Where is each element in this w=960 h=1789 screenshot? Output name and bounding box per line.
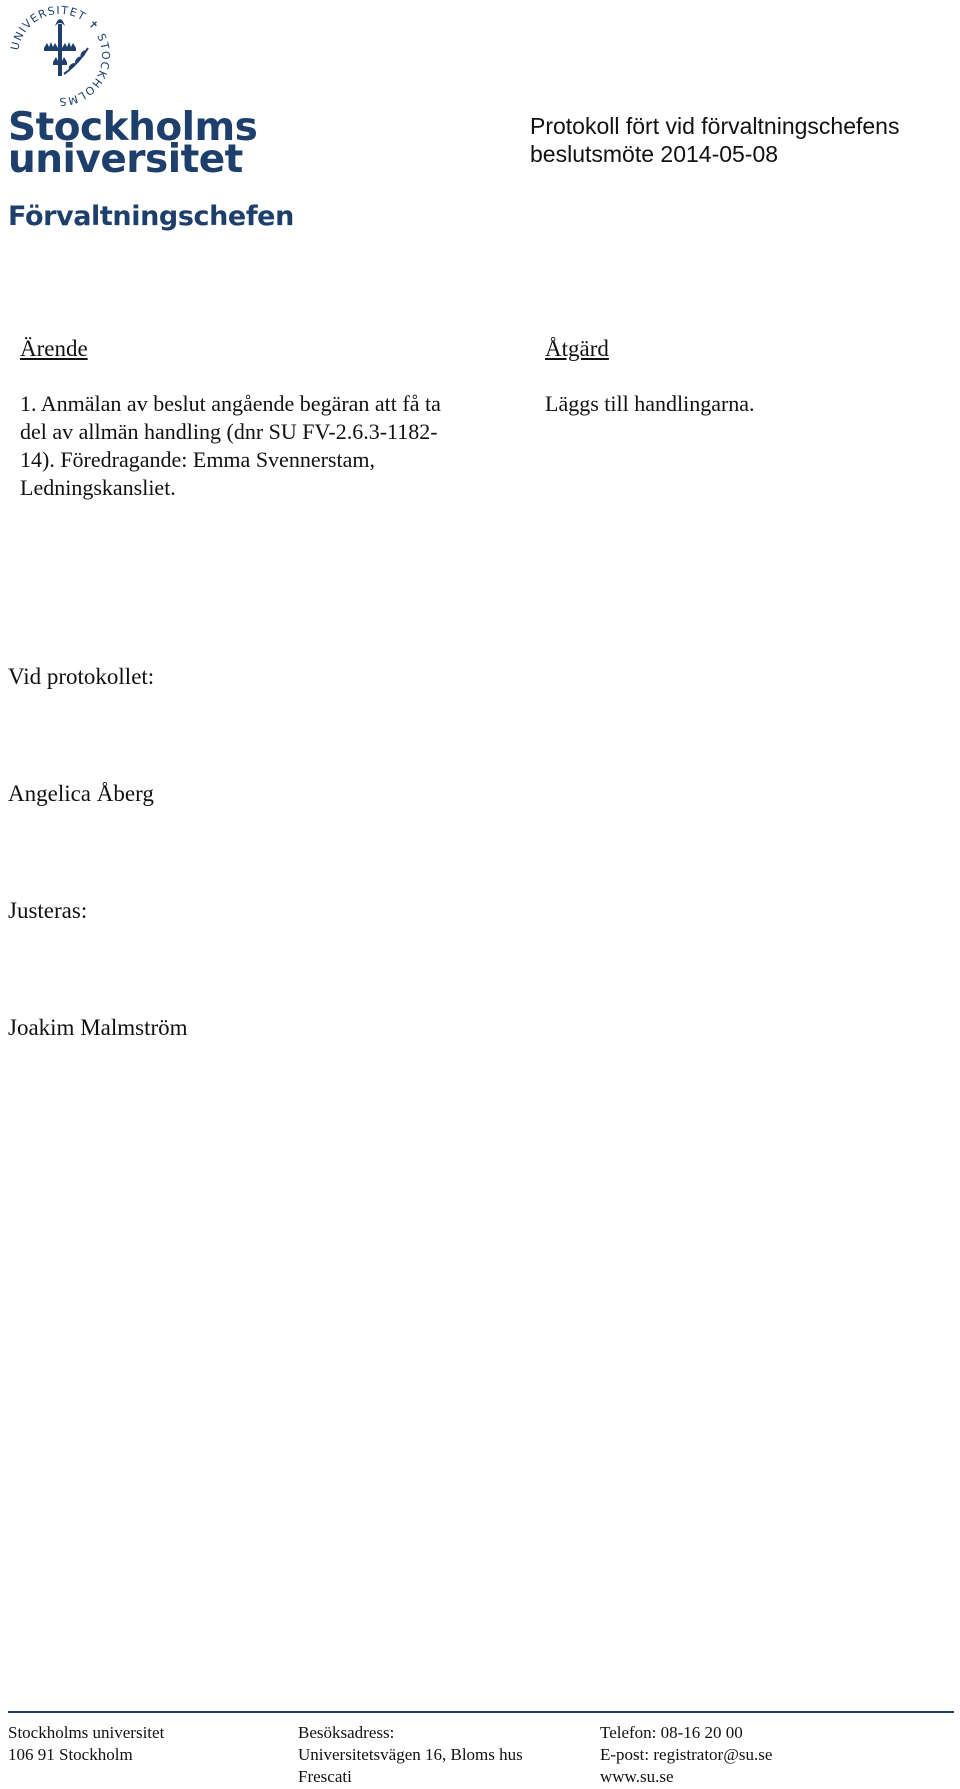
agenda-item-line: 1. Anmälan av beslut angående begäran att få ta (20, 391, 441, 416)
agenda-item-line: Ledningskansliet. (20, 475, 176, 500)
footer-website: www.su.se (600, 1767, 674, 1786)
svg-text:UNIVERSITET ✝ STOCKHOLMS: UNIVERSITET ✝ STOCKHOLMS (8, 4, 112, 108)
footer-email: E-post: registrator@su.se (600, 1745, 773, 1764)
document-title-line2: beslutsmöte 2014-05-08 (530, 141, 779, 167)
column-header-item: Ärende (20, 336, 88, 361)
document-title-line1: Protokoll fört vid förvaltningschefens (530, 113, 900, 139)
footer-line: Stockholms universitet (8, 1723, 165, 1742)
logo-wordmark-line1: Stockholms (8, 105, 258, 150)
recorded-by-label: Vid protokollet: (8, 664, 155, 689)
footer-contact (600, 1722, 940, 1788)
agenda-item-line: 14). Föredragande: Emma Svennerstam, (20, 447, 375, 472)
footer-address (8, 1722, 288, 1766)
footer-line: Universitetsvägen 16, Bloms hus (298, 1745, 523, 1764)
university-seal-icon (8, 4, 112, 108)
column-header-action: Åtgärd (545, 336, 609, 361)
agenda-action-text: Läggs till handlingarna. (545, 391, 755, 416)
footer-line: 106 91 Stockholm (8, 1745, 133, 1764)
logo-wordmark-line2: universitet (8, 137, 243, 182)
agenda-item-line: del av allmän handling (dnr SU FV-2.6.3-1182- (20, 419, 438, 444)
recorded-by-name: Angelica Åberg (8, 781, 154, 806)
footer-visiting-address (298, 1722, 598, 1788)
footer-phone: Telefon: 08-16 20 00 (600, 1723, 743, 1742)
footer-divider (8, 1711, 954, 1713)
verified-by-label: Justeras: (8, 898, 88, 923)
footer-line: Frescati (298, 1767, 352, 1786)
agenda-item-text (20, 390, 510, 502)
document-title (530, 112, 950, 168)
department-name: Förvaltningschefen (8, 201, 294, 232)
verified-by-name: Joakim Malmström (8, 1015, 188, 1040)
footer-line: Besöksadress: (298, 1723, 395, 1742)
